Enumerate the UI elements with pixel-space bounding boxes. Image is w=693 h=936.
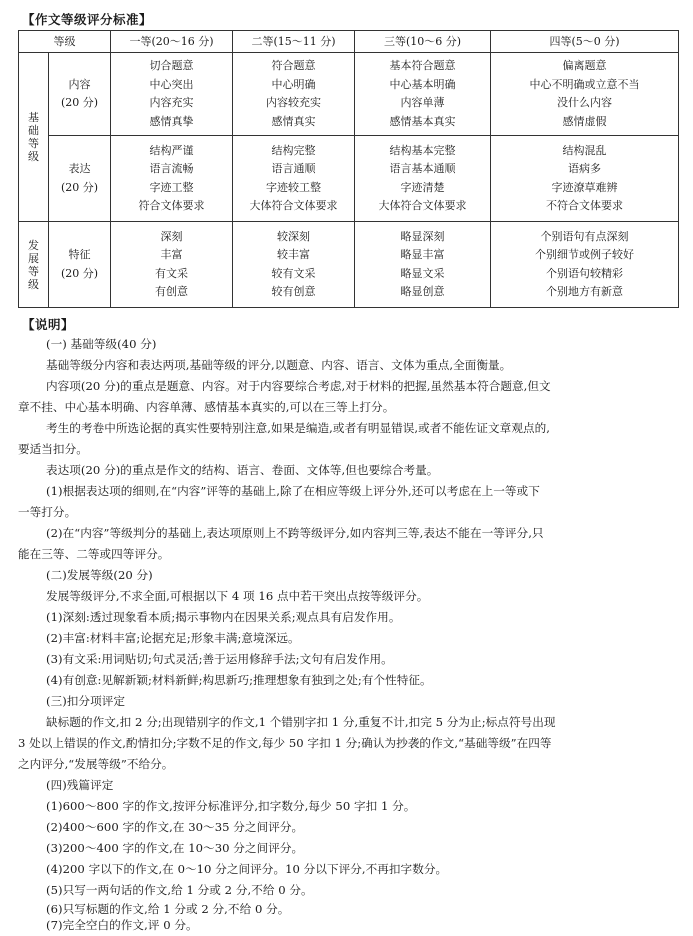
cell: 个别语句有点深刻 个别细节或例子较好 个别语句较精彩 个别地方有新意 xyxy=(491,222,679,308)
section-heading: (二)发展等级(20 分) xyxy=(46,568,153,582)
paragraph-line: (3)有文采:用词贴切;句式灵活;善于运用修辞手法;文句有启发作用。 xyxy=(46,652,393,666)
header-fourth: 四等(5～0 分) xyxy=(491,31,679,53)
cell: 深刻 丰富 有文采 有创意 xyxy=(111,222,233,308)
paragraph-line: 缺标题的作文,扣 2 分;出现错别字的作文,1 个错别字扣 1 分,重复不计,扣完 5 分为止;标点符号出现 xyxy=(46,715,556,729)
header-first: 一等(20～16 分) xyxy=(111,31,233,53)
paragraph-line: 之内评分,“发展等级”不给分。 xyxy=(18,757,174,771)
paragraph-line: 表达项(20 分)的重点是作文的结构、语言、卷面、文体等,但也要综合考量。 xyxy=(46,463,439,477)
cell: 结构严谨 语言流畅 字迹工整 符合文体要求 xyxy=(111,136,233,222)
paragraph-line: (1)根据表达项的细则,在“内容”评等的基础上,除了在相应等级上评分外,还可以考虑在上一等或下 xyxy=(46,484,540,498)
row-label-expression: 表达 (20 分) xyxy=(49,136,111,222)
cell: 结构完整 语言通顺 字迹较工整 大体符合文体要求 xyxy=(233,136,355,222)
table-row xyxy=(19,136,679,222)
paragraph-line: (6)只写标题的作文,给 1 分或 2 分,不给 0 分。 xyxy=(46,902,290,916)
table-title: 【作文等级评分标准】 xyxy=(22,12,153,27)
table-header-row xyxy=(19,31,679,53)
section-heading: (一) 基础等级(40 分) xyxy=(46,337,157,351)
paragraph-line: 考生的考卷中所选论据的真实性要特别注意,如果是编造,或者有明显错误,或者不能佐证文章观点的, xyxy=(46,421,550,435)
paragraph-line: 发展等级评分,不求全面,可根据以下 4 项 16 点中若干突出点按等级评分。 xyxy=(46,589,429,603)
table-row xyxy=(19,53,679,136)
paragraph-line: 章不挂、中心基本明确、内容单薄、感情基本真实的,可以在三等上打分。 xyxy=(18,400,395,414)
paragraph-line: (7)完全空白的作文,评 0 分。 xyxy=(46,918,198,932)
row-label-content: 内容 (20 分) xyxy=(49,53,111,136)
table-row xyxy=(19,222,679,308)
header-second: 二等(15～11 分) xyxy=(233,31,355,53)
cell: 略显深刻 略显丰富 略显文采 略显创意 xyxy=(355,222,491,308)
paragraph-line: 一等打分。 xyxy=(18,505,77,519)
paragraph-line: 基础等级分内容和表达两项,基础等级的评分,以题意、内容、语言、文体为重点,全面衡量。 xyxy=(46,358,512,372)
notes-title: 【说明】 xyxy=(22,317,75,332)
group-basic: 基础等级 xyxy=(19,53,49,222)
row-label-feature: 特征 (20 分) xyxy=(49,222,111,308)
paragraph-line: (4)有创意:见解新颖;材料新鲜;构思新巧;推理想象有独到之处;有个性特征。 xyxy=(46,673,432,687)
section-heading: (四)残篇评定 xyxy=(46,778,114,792)
paragraph-line: 要适当扣分。 xyxy=(18,442,88,456)
paragraph-line: 3 处以上错误的作文,酌情扣分;字数不足的作文,每少 50 字扣 1 分;确认为抄袭的作文,“基础等级”在四等 xyxy=(18,736,552,750)
paragraph-line: (3)200～400 字的作文,在 10～30 分之间评分。 xyxy=(46,841,304,855)
header-grade: 等级 xyxy=(19,31,111,53)
paragraph-line: (1)深刻:透过现象看本质;揭示事物内在因果关系;观点具有启发作用。 xyxy=(46,610,401,624)
paragraph-line: (2)400～600 字的作文,在 30～35 分之间评分。 xyxy=(46,820,304,834)
group-development: 发展等级 xyxy=(19,222,49,308)
cell: 结构混乱 语病多 字迹潦草难辨 不符合文体要求 xyxy=(491,136,679,222)
header-third: 三等(10～6 分) xyxy=(355,31,491,53)
paragraph-line: (2)在“内容”等级判分的基础上,表达项原则上不跨等级评分,如内容判三等,表达不能在一等评分,只 xyxy=(46,526,544,540)
paragraph-line: 能在三等、二等或四等评分。 xyxy=(18,547,170,561)
scoring-table xyxy=(18,30,679,308)
cell: 结构基本完整 语言基本通顺 字迹清楚 大体符合文体要求 xyxy=(355,136,491,222)
paragraph-line: 内容项(20 分)的重点是题意、内容。对于内容要综合考虑,对于材料的把握,虽然基本符合题意,但文 xyxy=(46,379,551,393)
paragraph-line: (1)600～800 字的作文,按评分标准评分,扣字数分,每少 50 字扣 1 分。 xyxy=(46,799,416,813)
cell: 基本符合题意 中心基本明确 内容单薄 感情基本真实 xyxy=(355,53,491,136)
section-heading: (三)扣分项评定 xyxy=(46,694,126,708)
cell: 符合题意 中心明确 内容较充实 感情真实 xyxy=(233,53,355,136)
cell: 偏离题意 中心不明确或立意不当 没什么内容 感情虚假 xyxy=(491,53,679,136)
paragraph-line: (5)只写一两句话的作文,给 1 分或 2 分,不给 0 分。 xyxy=(46,883,313,897)
cell: 切合题意 中心突出 内容充实 感情真挚 xyxy=(111,53,233,136)
paragraph-line: (2)丰富:材料丰富;论据充足;形象丰满;意境深远。 xyxy=(46,631,300,645)
paragraph-line: (4)200 字以下的作文,在 0～10 分之间评分。10 分以下评分,不再扣字数分。 xyxy=(46,862,448,876)
cell: 较深刻 较丰富 较有文采 较有创意 xyxy=(233,222,355,308)
